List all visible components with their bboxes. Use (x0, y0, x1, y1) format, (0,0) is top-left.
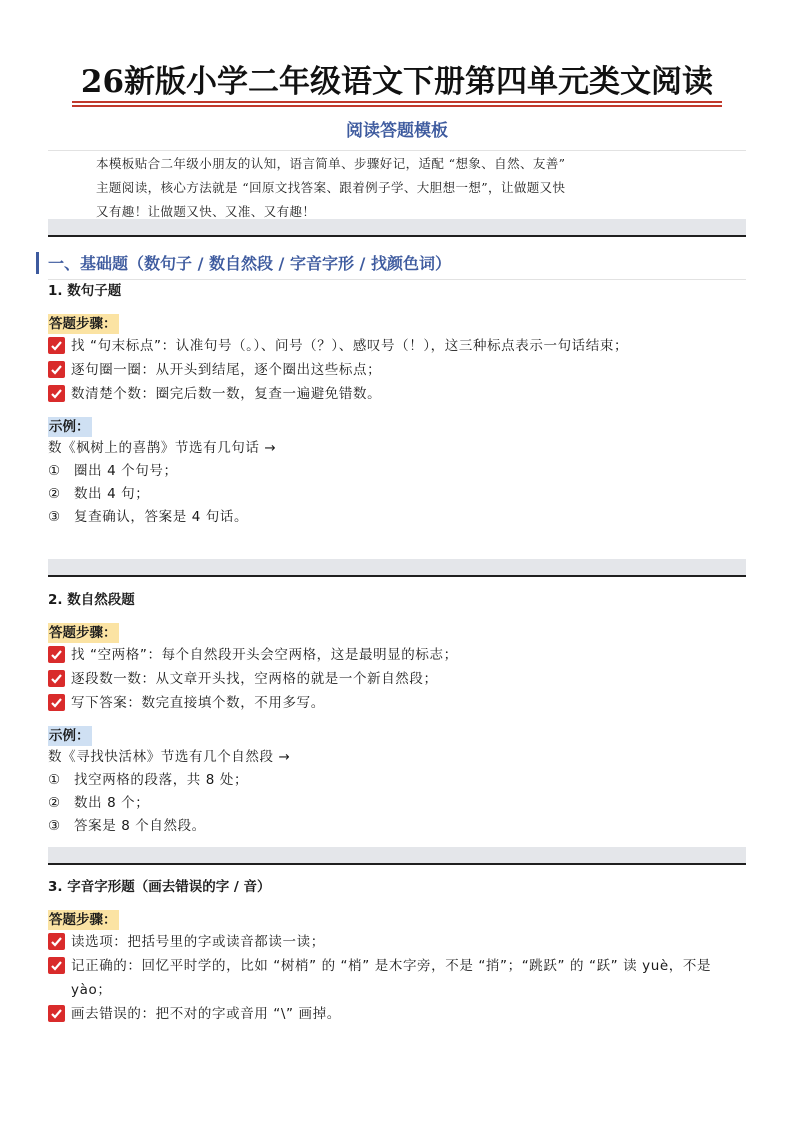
check-icon (48, 1005, 65, 1022)
section-divider (48, 559, 746, 577)
document-title: 26新版小学二年级语文下册第四单元类文阅读 (80, 64, 714, 100)
intro-line: 本模板贴合二年级小朋友的认知，语言简单、步骤好记，适配 “想象、自然、友善” (96, 156, 566, 171)
item-text: 复查确认，答案是 4 句话。 (74, 509, 249, 525)
check-icon (48, 337, 65, 354)
example-label: 示例： (49, 728, 90, 744)
example-item (48, 483, 746, 506)
intro-line: 又有趣！让做题又快、又准、又有趣！ (96, 204, 316, 219)
check-icon (48, 361, 65, 378)
question-block-1 (48, 281, 746, 529)
intro-line: 主题阅读，核心方法就是 “回原文找答案、跟着例子学、大胆想一想”，让做题又快 (96, 180, 566, 195)
step-text: 找 “空两格”：每个自然段开头会空两格，这是最明显的标志； (71, 647, 458, 663)
question-block-3 (48, 877, 746, 1026)
check-icon (48, 646, 65, 663)
document-subtitle: 阅读答题模板 (346, 121, 448, 141)
question-title: 1. 数句子题 (48, 283, 122, 299)
step-text: 逐段数一数：从文章开头找，空两格的就是一个新自然段； (71, 671, 438, 687)
check-icon (48, 957, 65, 974)
step-item (48, 667, 746, 691)
question-title: 3. 字音字形题（画去错误的字 / 音） (48, 879, 271, 895)
subtitle-rule (48, 150, 746, 151)
item-number: ③ (48, 818, 61, 834)
title-underline-bottom (72, 105, 722, 107)
item-text: 圈出 4 个句号； (74, 463, 178, 479)
check-icon (48, 385, 65, 402)
example-item (48, 460, 746, 483)
steps-label: 答题步骤： (49, 625, 117, 641)
intro-paragraph (96, 152, 716, 224)
step-item (48, 954, 746, 1002)
step-text: 找 “句末标点”：认准句号（。）、问号（？）、感叹号（！），这三种标点表示一句话结束； (71, 338, 629, 354)
section-divider (48, 219, 746, 237)
step-item (48, 1002, 746, 1026)
step-item (48, 382, 746, 406)
title-underline-top (72, 101, 722, 103)
item-text: 找空两格的段落，共 8 处； (74, 772, 249, 788)
item-number: ② (48, 795, 61, 811)
step-item (48, 358, 746, 382)
step-text: 逐句圈一圈：从开头到结尾，逐个圈出这些标点； (71, 362, 382, 378)
steps-label: 答题步骤： (49, 912, 117, 928)
item-number: ① (48, 772, 61, 788)
question-block-2 (48, 590, 746, 838)
check-icon (48, 933, 65, 950)
step-item (48, 930, 746, 954)
check-icon (48, 670, 65, 687)
example-intro: 数《寻找快活林》节选有几个自然段 → (48, 749, 291, 765)
item-number: ① (48, 463, 61, 479)
item-text: 数出 4 句； (74, 486, 150, 502)
step-item (48, 334, 746, 358)
example-label: 示例： (49, 419, 90, 435)
example-intro: 数《枫树上的喜鹊》节选有几句话 → (48, 440, 277, 456)
example-item (48, 769, 746, 792)
step-item (48, 643, 746, 667)
section-accent-bar (36, 252, 39, 274)
item-number: ② (48, 486, 61, 502)
steps-label: 答题步骤： (49, 316, 117, 332)
item-text: 数出 8 个； (74, 795, 150, 811)
section-rule (48, 279, 746, 280)
item-text: 答案是 8 个自然段。 (74, 818, 206, 834)
step-text: 数清楚个数：圈完后数一数，复查一遍避免错数。 (71, 386, 382, 402)
step-text: 写下答案：数完直接填个数，不用多写。 (71, 695, 325, 711)
example-item (48, 506, 746, 529)
item-number: ③ (48, 509, 61, 525)
example-item (48, 815, 746, 838)
section-divider (48, 847, 746, 865)
step-text: 画去错误的：把不对的字或音用 “\” 画掉。 (71, 1006, 341, 1022)
question-title: 2. 数自然段题 (48, 592, 135, 608)
example-item (48, 792, 746, 815)
step-item (48, 691, 746, 715)
section-title: 一、基础题（数句子 / 数自然段 / 字音字形 / 找颜色词） (48, 254, 451, 273)
step-text: 读选项：把括号里的字或读音都读一读； (71, 934, 325, 950)
check-icon (48, 694, 65, 711)
step-text: 记正确的：回忆平时学的，比如 “树梢” 的 “梢” 是木字旁，不是 “捎”；“跳跃” 的 “跃” 读 yuè，不是 yào； (71, 958, 712, 998)
